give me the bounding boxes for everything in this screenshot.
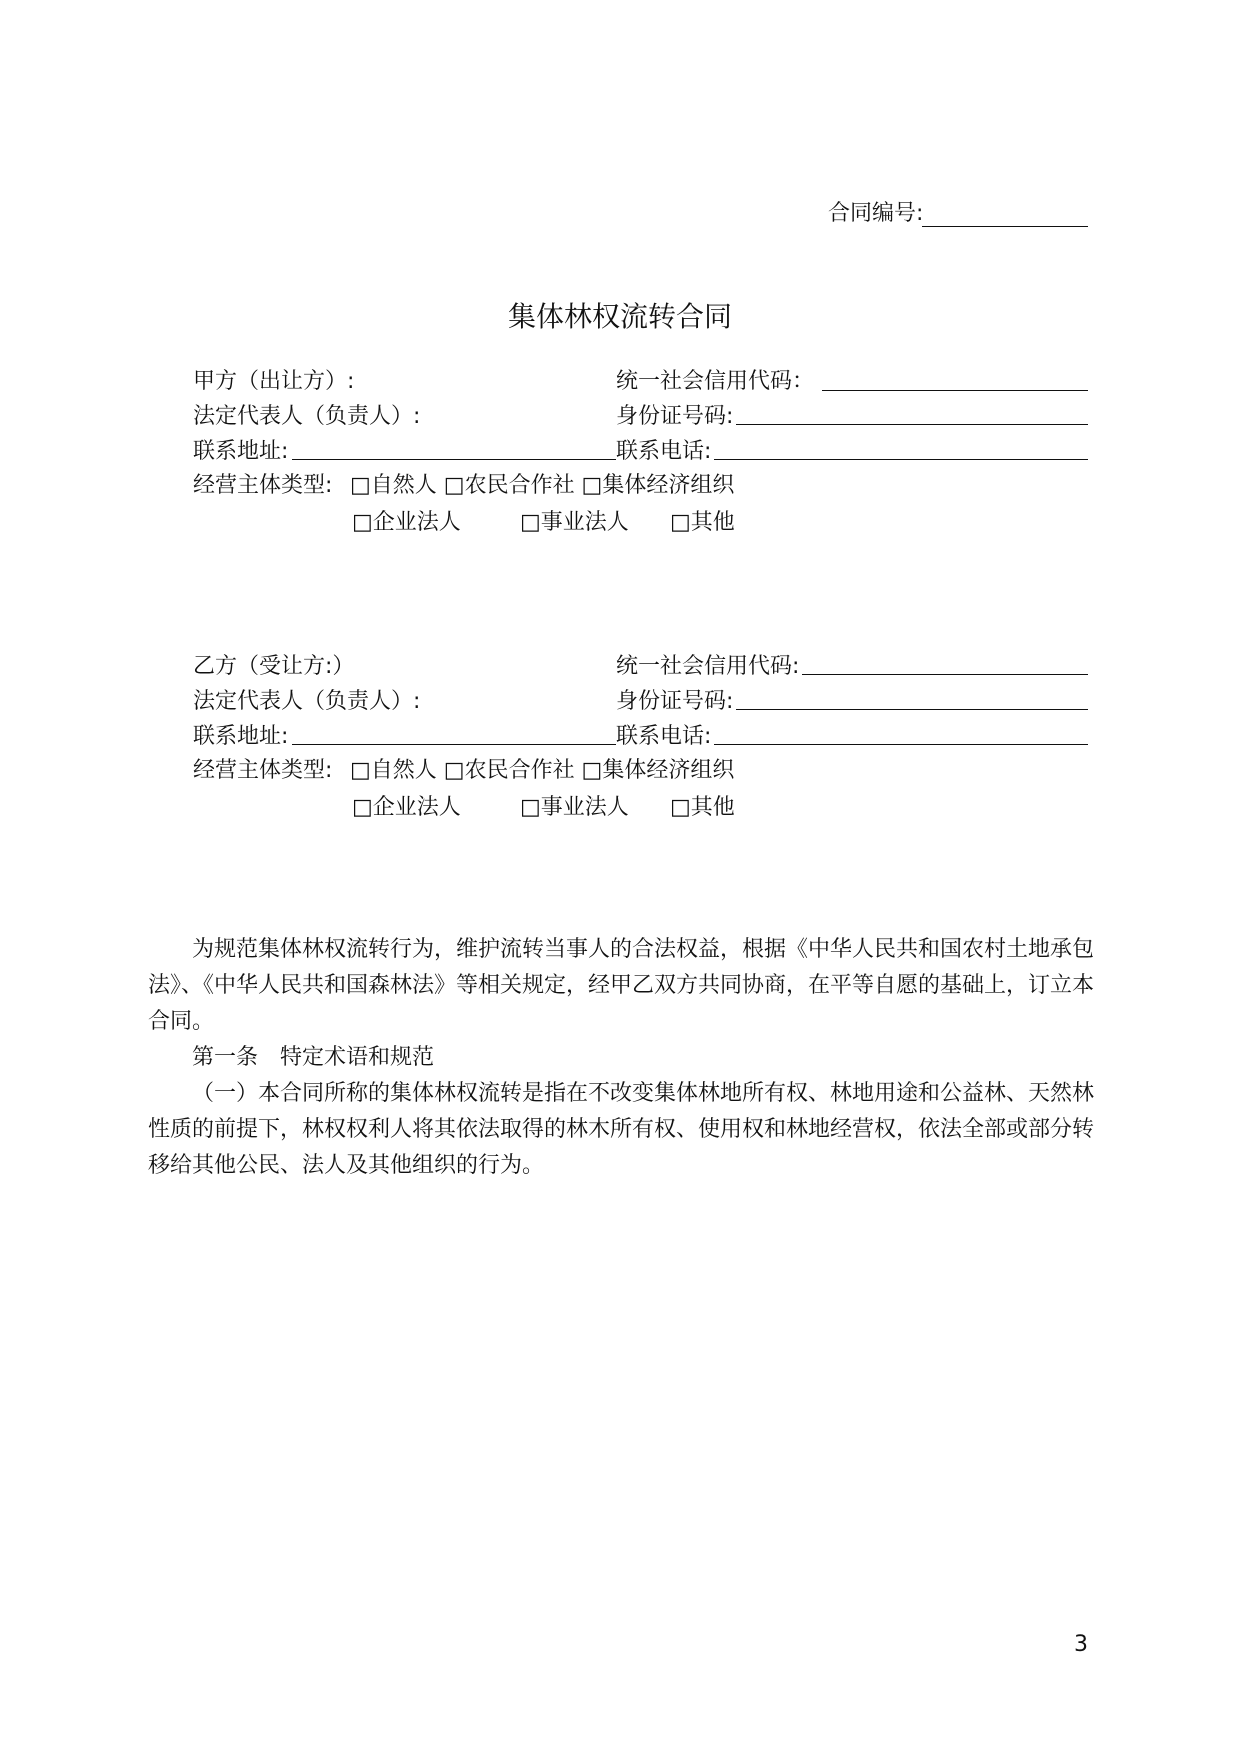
party-b-name-label: 乙方（受让方:）	[193, 654, 355, 679]
party-b-type-label: 经营主体类型:	[193, 758, 333, 783]
party-b-credit-code-label: 统一社会信用代码:	[616, 654, 800, 679]
party-b-id-field[interactable]	[736, 709, 1088, 710]
article1-item1: （一）本合同所称的集体林权流转是指在不改变集体林地所有权、林地用途和公益林、天然林性质的前提下，林权权利人将其依法取得的林木所有权、使用权和林地经营权，依法全部或部分转移给其他公民、法人及其他组织的行为。	[148, 1081, 1095, 1178]
party-b-option-other[interactable]: □其他	[670, 795, 735, 820]
party-b-credit-code-field[interactable]	[802, 674, 1088, 675]
party-a-rep-label: 法定代表人（负责人）:	[193, 404, 421, 429]
party-b-option-enterprise[interactable]: □企业法人	[352, 795, 461, 820]
party-b-rep-label: 法定代表人（负责人）:	[193, 689, 421, 714]
party-a-type-options-row1[interactable]: □自然人 □农民合作社 □集体经济组织	[350, 473, 735, 498]
article1-heading: 第一条 特定术语和规范	[192, 1045, 435, 1070]
party-a-address-label: 联系地址:	[193, 439, 289, 464]
party-a-phone-label: 联系电话:	[616, 439, 712, 464]
party-a-address-field[interactable]	[292, 459, 616, 460]
party-b-phone-field[interactable]	[714, 744, 1088, 745]
contract-title: 集体林权流转合同	[507, 300, 732, 333]
party-a-option-other[interactable]: □其他	[670, 510, 735, 535]
party-a-credit-code-label: 统一社会信用代码：	[616, 369, 815, 394]
party-a-option-enterprise[interactable]: □企业法人	[352, 510, 461, 535]
contract-body	[148, 932, 1096, 1184]
party-a-type-label: 经营主体类型:	[193, 473, 333, 498]
party-b-address-label: 联系地址:	[193, 724, 289, 749]
page-number: 3	[1074, 1632, 1088, 1657]
party-a-phone-field[interactable]	[714, 459, 1088, 460]
party-b-id-label: 身份证号码:	[616, 689, 734, 714]
party-a-name-label: 甲方（出让方）:	[193, 369, 355, 394]
party-a-option-institution[interactable]: □事业法人	[520, 510, 629, 535]
party-b-phone-label: 联系电话:	[616, 724, 712, 749]
party-a-id-label: 身份证号码:	[616, 404, 734, 429]
intro-paragraph: 为规范集体林权流转行为，维护流转当事人的合法权益，根据《中华人民共和国农村土地承包法》、《中华人民共和国森林法》等相关规定，经甲乙双方共同协商，在平等自愿的基础上，订立本合同。	[148, 937, 1095, 1034]
contract-number-label: 合同编号:	[828, 201, 924, 226]
party-a-credit-code-field[interactable]	[822, 390, 1088, 391]
party-a-id-field[interactable]	[736, 424, 1088, 425]
contract-number-field[interactable]	[922, 226, 1088, 227]
party-b-type-options-row1[interactable]: □自然人 □农民合作社 □集体经济组织	[350, 758, 735, 783]
party-b-option-institution[interactable]: □事业法人	[520, 795, 629, 820]
party-b-address-field[interactable]	[292, 744, 616, 745]
